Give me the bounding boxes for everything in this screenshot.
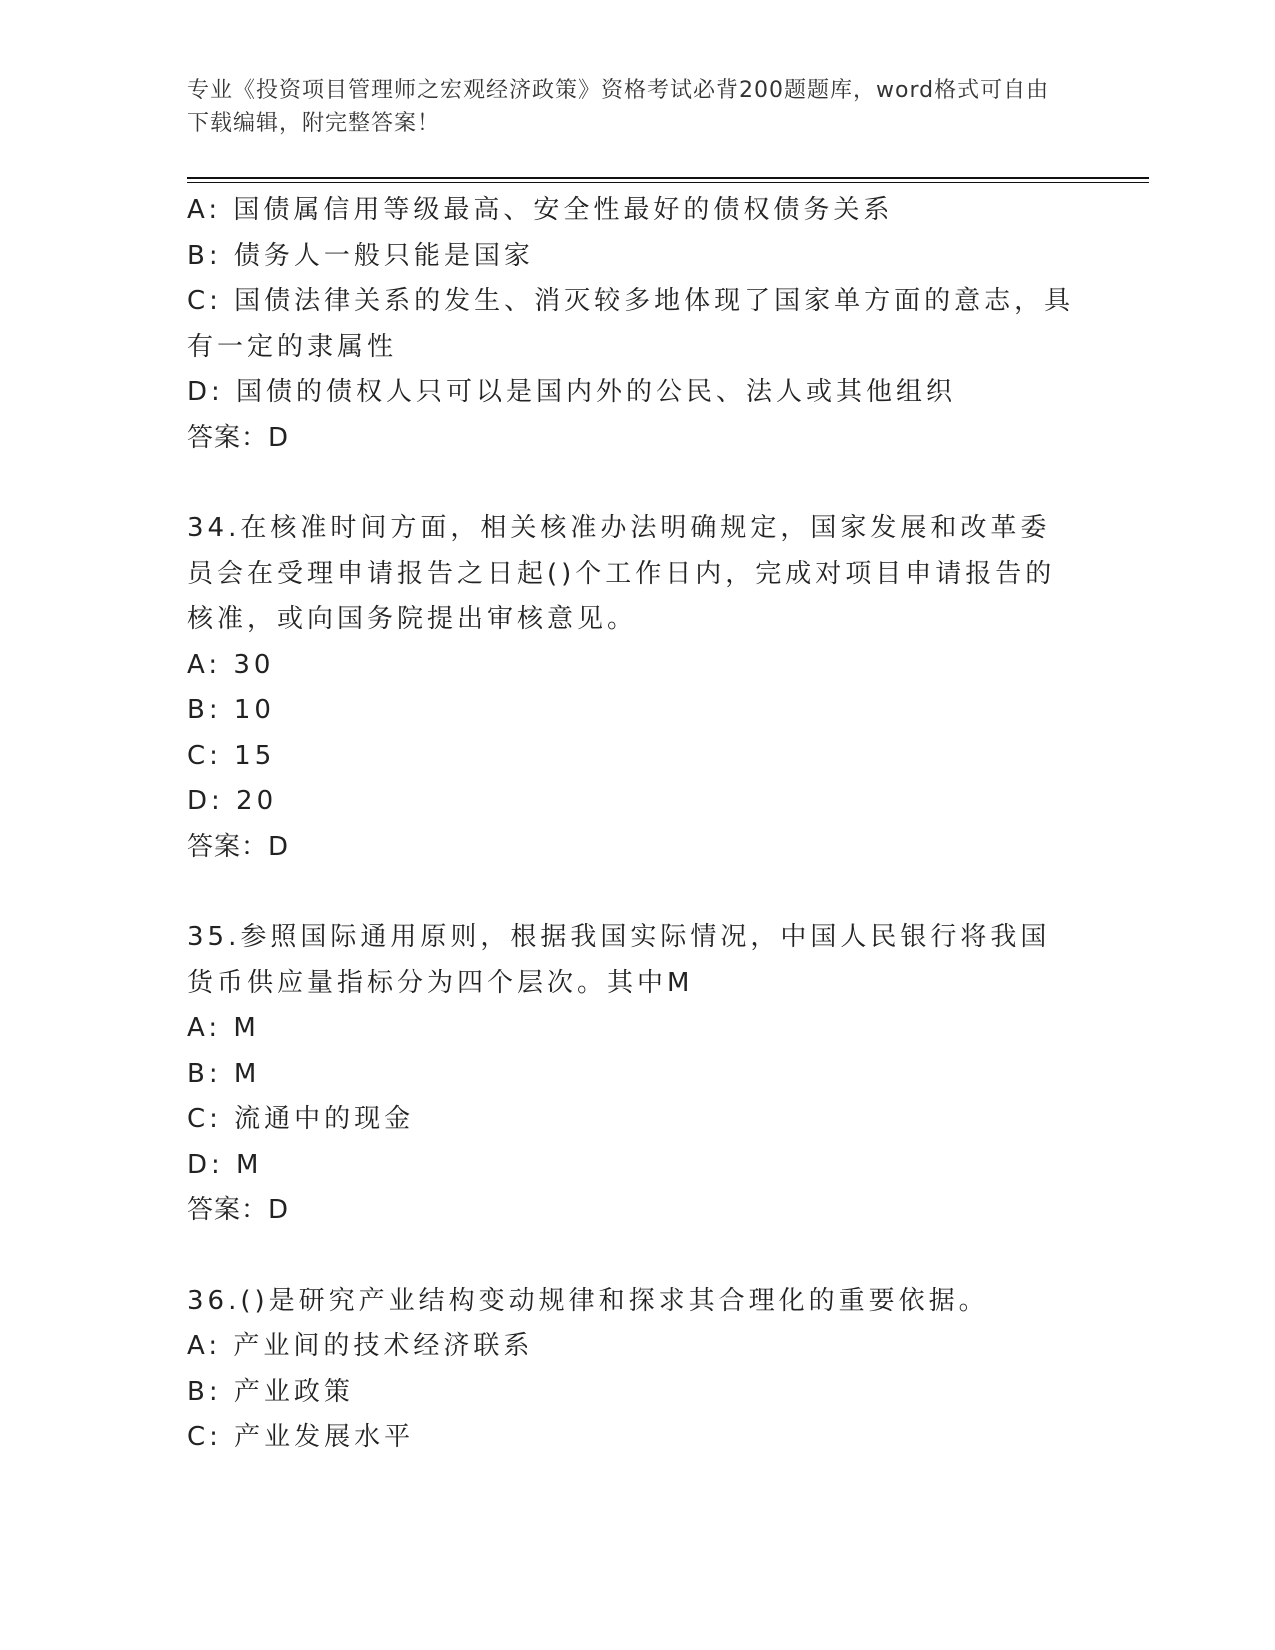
option-b: B: 产业政策 (187, 1376, 354, 1407)
question-stem: 34.在核准时间方面，相关核准办法明确规定，国家发展和改革委员会在受理申请报告之日起()个工作日内，完成对项目申请报告的核准，或向国务院提出审核意见。 (187, 513, 1056, 634)
question-content (187, 188, 1077, 1461)
answer: 答案：D (187, 831, 290, 862)
option-d: D: M (187, 1149, 263, 1180)
question-35-block (187, 915, 1077, 1234)
answer: 答案：D (187, 1195, 290, 1225)
option-c: C: 15 (187, 740, 276, 771)
answer: 答案：D (187, 422, 290, 453)
document-header (187, 74, 1067, 140)
option-d: D: 国债的债权人只可以是国内外的公民、法人或其他组织 (187, 377, 957, 407)
option-a: A: 产业间的技术经济联系 (187, 1331, 534, 1361)
option-c: C: 国债法律关系的发生、消灭较多地体现了国家单方面的意志，具有一定的隶属性 (187, 286, 1075, 362)
question-36-block (187, 1279, 1077, 1461)
header-rule-thin (187, 182, 1149, 183)
option-a: A: 30 (187, 649, 275, 680)
option-c: C: 产业发展水平 (187, 1422, 415, 1452)
header-rule-thick (187, 177, 1149, 179)
prev-question-block (187, 188, 1077, 461)
question-stem: 35.参照国际通用原则，根据我国实际情况，中国人民银行将我国货币供应量指标分为四个层次。其中M (187, 922, 1051, 998)
question-34-block (187, 506, 1077, 870)
question-stem: 36.()是研究产业结构变动规律和探求其合理化的重要依据。 (187, 1285, 989, 1316)
option-b: B: 债务人一般只能是国家 (187, 240, 534, 271)
option-b: B: M (187, 1058, 261, 1089)
option-c: C: 流通中的现金 (187, 1104, 415, 1134)
option-d: D: 20 (187, 786, 278, 816)
option-a: A: M (187, 1013, 260, 1043)
option-a: A: 国债属信用等级最高、安全性最好的债权债务关系 (187, 195, 894, 225)
option-b: B: 10 (187, 695, 275, 725)
header-title: 专业《投资项目管理师之宏观经济政策》资格考试必背200题题库，word格式可自由下载编辑，附完整答案！ (187, 78, 1050, 136)
